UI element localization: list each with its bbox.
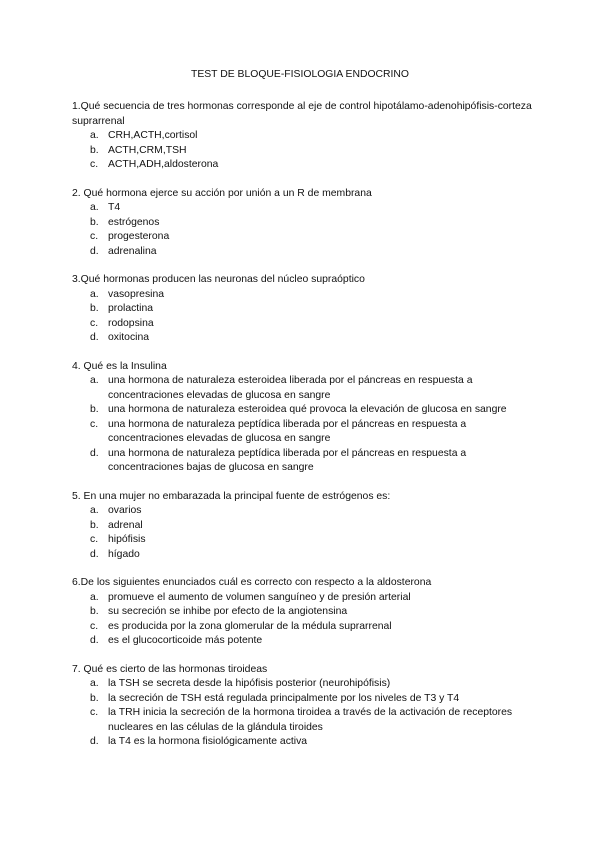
- answer-option: [72, 447, 542, 476]
- question-text: 4. Qué es la Insulina: [72, 360, 167, 372]
- answer-option: [72, 158, 542, 173]
- option-letter: d.: [90, 736, 99, 747]
- question-text: 2. Qué hormona ejerce su acción por unión a un R de membrana: [72, 187, 372, 199]
- option-letter: c.: [90, 707, 99, 718]
- option-text: oxitocina: [108, 332, 150, 343]
- option-text: una hormona de naturaleza peptídica liberada por el páncreas en respuesta a concentraciones elevadas de glucosa en sangre: [108, 418, 467, 444]
- option-text: ACTH,ADH,aldosterona: [108, 159, 219, 170]
- option-letter: b.: [90, 303, 99, 314]
- option-letter: c.: [90, 620, 99, 632]
- answer-option: [72, 634, 542, 649]
- option-text: su secreción se inhibe por efecto de la angiotensina: [108, 606, 348, 617]
- answer-option: [72, 403, 542, 418]
- option-text: T4: [108, 202, 121, 213]
- question-4: [72, 360, 542, 476]
- answer-option: [72, 533, 542, 548]
- page-title: TEST DE BLOQUE-FISIOLOGIA ENDOCRINO: [190, 69, 410, 80]
- option-letter: b.: [90, 692, 99, 704]
- option-letter: a.: [90, 591, 99, 603]
- option-text: la T4 es la hormona fisiológicamente activa: [108, 736, 308, 747]
- answer-option: [72, 245, 542, 260]
- answer-option: [72, 620, 542, 635]
- option-text: adrenalina: [108, 245, 157, 257]
- option-letter: c.: [90, 418, 99, 430]
- question-list: [72, 100, 542, 764]
- option-text: la secreción de TSH está regulada principalmente por los niveles de T3 y T4: [108, 692, 460, 704]
- option-text: la TSH se secreta desde la hipófisis posterior (neurohipófisis): [108, 678, 391, 689]
- option-text: prolactina: [108, 303, 154, 314]
- option-text: ACTH,CRM,TSH: [108, 144, 187, 156]
- answer-option: [72, 129, 542, 144]
- question-text: 7. Qué es cierto de las hormonas tiroideas: [72, 663, 268, 675]
- option-letter: b.: [90, 216, 99, 228]
- question-text: 6.De los siguientes enunciados cuál es correcto con respecto a la aldosterona: [72, 577, 432, 588]
- question-7: [72, 663, 542, 750]
- option-letter: b.: [90, 144, 99, 156]
- answer-option: [72, 504, 542, 519]
- option-letter: c.: [90, 231, 99, 242]
- answer-options: [72, 288, 542, 346]
- answer-options: [72, 201, 542, 259]
- answer-option: [72, 331, 542, 346]
- option-text: rodopsina: [108, 317, 154, 329]
- option-letter: a.: [90, 678, 99, 689]
- option-letter: c.: [90, 534, 99, 545]
- answer-option: [72, 605, 542, 620]
- option-letter: b.: [90, 606, 99, 617]
- option-text: una hormona de naturaleza esteroidea qué provoca la elevación de glucosa en sangre: [108, 404, 507, 415]
- question-text: 5. En una mujer no embarazada la principal fuente de estrógenos es:: [72, 490, 391, 502]
- answer-option: [72, 230, 542, 245]
- question-1: [72, 100, 542, 173]
- answer-option: [72, 706, 542, 735]
- answer-option: [72, 144, 542, 159]
- option-letter: d.: [90, 245, 99, 257]
- option-text: promueve el aumento de volumen sanguíneo y de presión arterial: [108, 591, 411, 603]
- option-text: estrógenos: [108, 216, 160, 228]
- option-letter: a.: [90, 130, 99, 141]
- option-letter: a.: [90, 202, 99, 213]
- option-letter: d.: [90, 332, 99, 343]
- option-letter: b.: [90, 519, 99, 531]
- question-text: 3.Qué hormonas producen las neuronas del núcleo supraóptico: [72, 274, 365, 285]
- option-letter: c.: [90, 317, 99, 329]
- answer-option: [72, 735, 542, 750]
- answer-option: [72, 548, 542, 563]
- option-text: vasopresina: [108, 288, 165, 300]
- option-text: una hormona de naturaleza peptídica liberada por el páncreas en respuesta a concentraciones bajas de glucosa en sangre: [108, 447, 467, 473]
- answer-options: [72, 129, 542, 173]
- option-letter: d.: [90, 635, 99, 646]
- question-3: [72, 273, 542, 346]
- answer-option: [72, 317, 542, 332]
- option-letter: a.: [90, 505, 99, 516]
- answer-option: [72, 201, 542, 216]
- question-5: [72, 490, 542, 563]
- option-letter: b.: [90, 404, 99, 415]
- answer-option: [72, 692, 542, 707]
- answer-option: [72, 519, 542, 534]
- option-letter: a.: [90, 375, 99, 386]
- option-text: ovarios: [108, 505, 142, 516]
- option-text: hígado: [108, 548, 140, 560]
- option-text: CRH,ACTH,cortisol: [108, 130, 198, 141]
- option-letter: c.: [90, 159, 99, 170]
- question-text: 1.Qué secuencia de tres hormonas corresponde al eje de control hipotálamo-adenohipófisis-corteza suprarrenal: [72, 101, 532, 127]
- question-2: [72, 187, 542, 260]
- option-text: es el glucocorticoide más potente: [108, 635, 263, 646]
- answer-options: [72, 677, 542, 750]
- answer-option: [72, 288, 542, 303]
- answer-options: [72, 504, 542, 562]
- option-text: la TRH inicia la secreción de la hormona tiroidea a través de la activación de receptores nucleares en las células de la glándula tiroides: [108, 707, 513, 733]
- option-text: una hormona de naturaleza esteroidea liberada por el páncreas en respuesta a concentraciones elevadas de glucosa en sangre: [108, 375, 473, 401]
- question-6: [72, 576, 542, 649]
- answer-option: [72, 418, 542, 447]
- option-text: hipófisis: [108, 534, 146, 545]
- answer-options: [72, 374, 542, 476]
- option-letter: d.: [90, 548, 99, 560]
- option-text: adrenal: [108, 519, 143, 531]
- answer-option: [72, 591, 542, 606]
- answer-option: [72, 216, 542, 231]
- answer-option: [72, 374, 542, 403]
- answer-option: [72, 302, 542, 317]
- option-text: progesterona: [108, 231, 170, 242]
- answer-option: [72, 677, 542, 692]
- option-letter: d.: [90, 447, 99, 459]
- option-letter: a.: [90, 288, 99, 300]
- option-text: es producida por la zona glomerular de la médula suprarrenal: [108, 620, 392, 632]
- answer-options: [72, 591, 542, 649]
